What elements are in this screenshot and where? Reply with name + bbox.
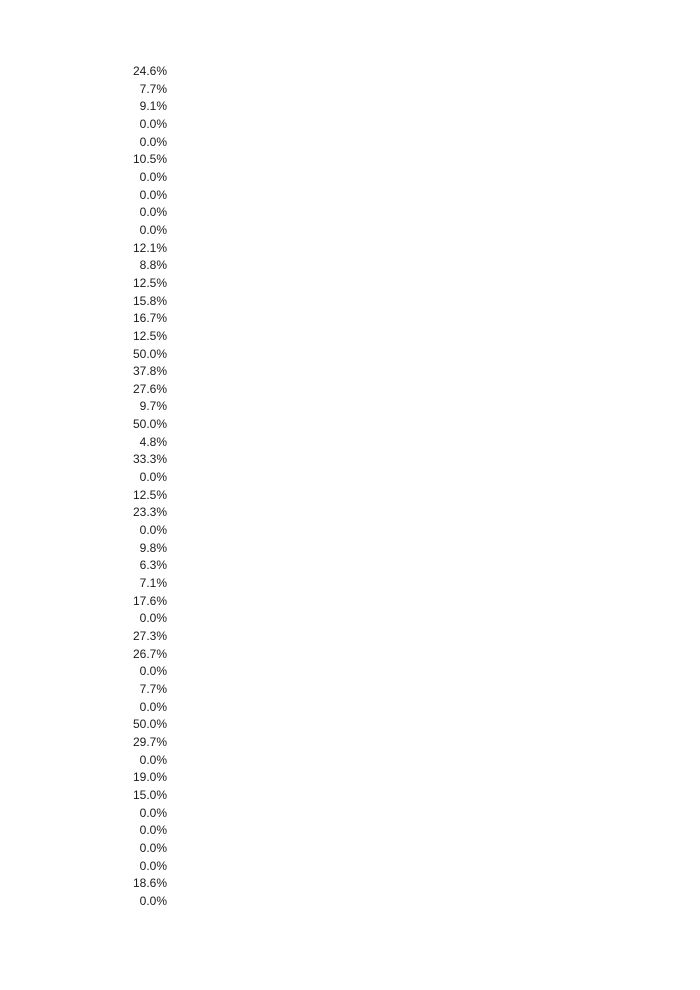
- percentage-cell: 6.3%: [139, 558, 167, 573]
- percentage-cell: 50.0%: [132, 717, 167, 732]
- percentage-cell: 10.5%: [132, 152, 167, 167]
- percentage-cell: 0.0%: [139, 858, 167, 873]
- percentage-cell: 0.0%: [139, 134, 167, 149]
- percentage-cell: 16.7%: [132, 311, 167, 326]
- percentage-cell: 29.7%: [132, 734, 167, 749]
- percentage-cell: 50.0%: [132, 417, 167, 432]
- percentage-cell: 7.7%: [139, 681, 167, 696]
- percentage-cell: 0.0%: [139, 840, 167, 855]
- percentage-cell: 0.0%: [139, 116, 167, 131]
- percentage-cell: 17.6%: [132, 593, 167, 608]
- percentage-cell: 0.0%: [139, 222, 167, 237]
- percentage-cell: 0.0%: [139, 805, 167, 820]
- percentage-cell: 4.8%: [139, 434, 167, 449]
- percentage-cell: 9.1%: [139, 99, 167, 114]
- percentage-cell: 37.8%: [132, 364, 167, 379]
- percentage-cell: 18.6%: [132, 876, 167, 891]
- percentage-cell: 0.0%: [139, 187, 167, 202]
- percentage-cell: 8.8%: [139, 258, 167, 273]
- percentage-cell: 12.5%: [132, 275, 167, 290]
- percentage-cell: 50.0%: [132, 346, 167, 361]
- percentage-cell: 0.0%: [139, 611, 167, 626]
- percentage-cell: 27.3%: [132, 629, 167, 643]
- percentage-cell: 12.1%: [132, 240, 167, 255]
- percentage-cell: 0.0%: [139, 470, 167, 485]
- percentage-cell: 23.3%: [132, 505, 167, 520]
- percentage-cell: 7.7%: [139, 81, 167, 96]
- percentage-cell: 0.0%: [139, 823, 167, 838]
- percentage-cell: 19.0%: [132, 770, 167, 785]
- percentage-cell: 15.0%: [132, 787, 167, 802]
- percentage-column: [110, 63, 167, 911]
- percentage-cell: 7.1%: [139, 576, 167, 591]
- percentage-cell: 12.5%: [132, 487, 167, 502]
- percentage-cell: 26.7%: [132, 646, 167, 661]
- percentage-cell: 0.0%: [139, 699, 167, 714]
- percentage-cell: 0.0%: [139, 169, 167, 184]
- percentage-cell: 0.0%: [139, 523, 167, 538]
- percentage-cell: 33.3%: [132, 452, 167, 467]
- percentage-cell: 24.6%: [132, 64, 167, 78]
- percentage-cell: 0.0%: [139, 893, 167, 908]
- percentage-cell: 0.0%: [139, 752, 167, 767]
- percentage-cell: 27.6%: [132, 381, 167, 396]
- percentage-cell: 9.7%: [139, 399, 167, 414]
- percentage-cell: 9.8%: [139, 540, 167, 555]
- percentage-cell: 0.0%: [139, 205, 167, 220]
- percentage-cell: 15.8%: [132, 293, 167, 308]
- percentage-cell: 0.0%: [139, 664, 167, 679]
- percentage-cell: 12.5%: [132, 328, 167, 343]
